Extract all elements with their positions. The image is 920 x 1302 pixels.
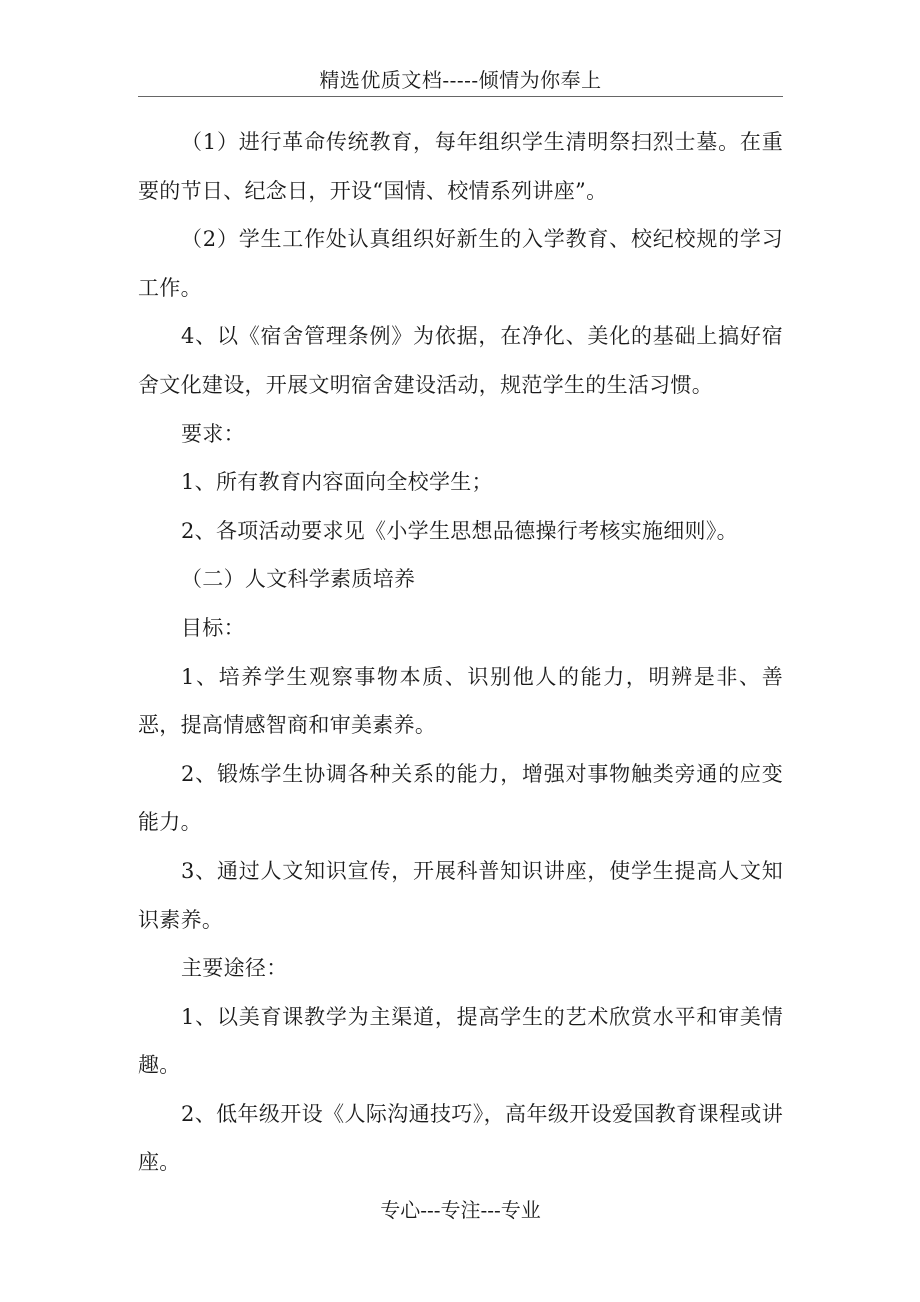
paragraph: 1、培养学生观察事物本质、识别他人的能力，明辨是非、善恶，提高情感智商和审美素养。: [138, 664, 783, 738]
paragraph: 2、各项活动要求见《小学生思想品德操行考核实施细则》。: [181, 518, 738, 543]
paragraph: 3、通过人文知识宣传，开展科普知识讲座，使学生提高人文知识素养。: [138, 858, 783, 932]
paragraph: 2、低年级开设《人际沟通技巧》，高年级开设爱国教育课程或讲座。: [138, 1101, 783, 1175]
paragraph: （1）进行革命传统教育，每年组织学生清明祭扫烈士墓。在重要的节日、纪念日，开设“国情、校情系列讲座”。: [138, 130, 783, 203]
paragraph: 目标：: [181, 615, 245, 640]
paragraph: 1、以美育课教学为主渠道，提高学生的艺术欣赏水平和审美情趣。: [138, 1004, 783, 1078]
section-heading: （二）人文科学素质培养: [181, 567, 416, 592]
header-divider: [138, 96, 783, 97]
page-header: 精选优质文档-----倾情为你奉上: [319, 68, 602, 92]
paragraph: 4、以《宿舍管理条例》为依据，在净化、美化的基础上搞好宿舍文化建设，开展文明宿舍建设活动，规范学生的生活习惯。: [138, 324, 783, 397]
paragraph: 要求：: [181, 421, 245, 446]
paragraph: 主要途径：: [181, 956, 288, 981]
page-footer: 专心---专注---专业: [380, 1198, 541, 1222]
paragraph: 1、所有教育内容面向全校学生；: [181, 470, 493, 495]
paragraph: 2、锻炼学生协调各种关系的能力，增强对事物触类旁通的应变能力。: [138, 761, 783, 835]
document-body: [138, 118, 783, 1187]
paragraph: （2）学生工作处认真组织好新生的入学教育、校纪校规的学习工作。: [138, 227, 783, 300]
